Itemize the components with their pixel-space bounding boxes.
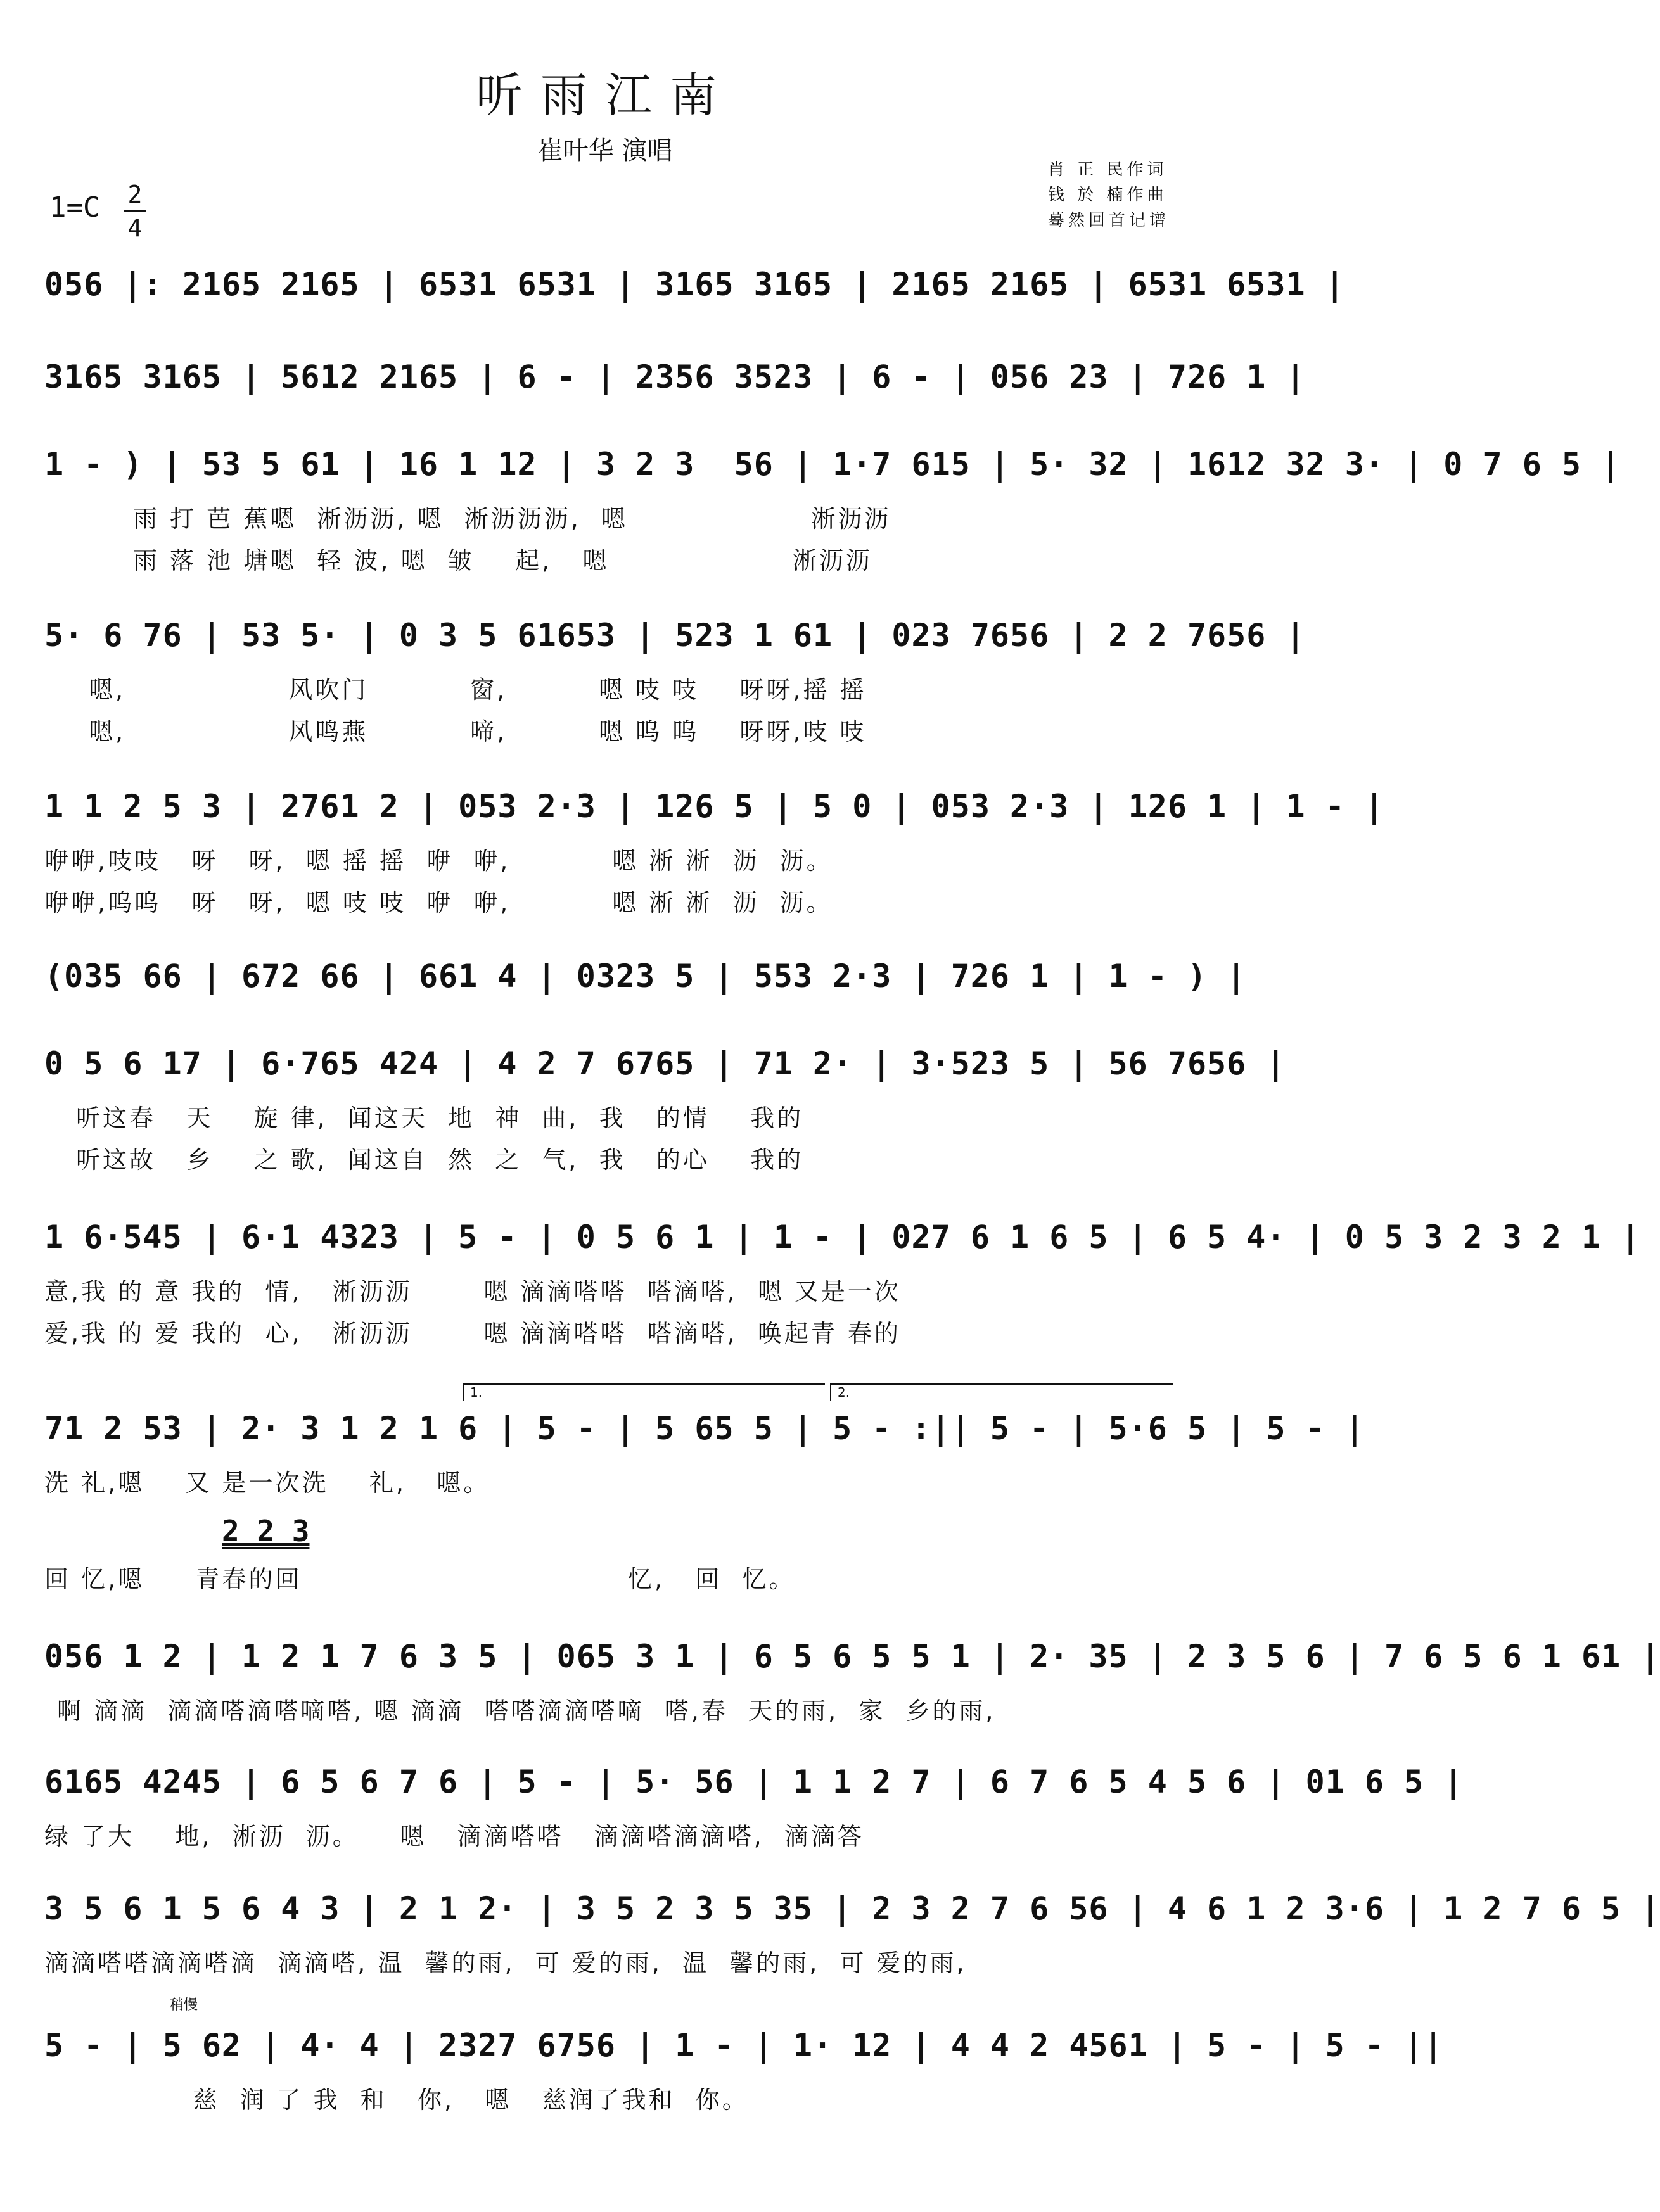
notation-line: 3165 3165 | 5612 2165 | 6 - | 2356 3523 | 6 - | 056 23 | 726 1 | xyxy=(44,359,1306,395)
song-title: 听雨江南 xyxy=(476,68,734,123)
notation-line: 6165 4245 | 6 5 6 7 6 | 5 - | 5· 56 | 1 1 2 7 | 6 7 6 5 4 5 6 | 01 6 5 | xyxy=(44,1764,1464,1800)
lyric-verse-1: 意,我 的 意 我的 情, 淅沥沥 嗯 滴滴嗒嗒 嗒滴嗒, 嗯 又是一次 xyxy=(44,1278,901,1306)
volta-second-ending xyxy=(830,1383,1173,1401)
volta-2-label: 2. xyxy=(838,1385,850,1400)
lyric-verse-1: 听这春 天 旋 律, 闻这天 地 神 曲, 我 的情 我的 xyxy=(76,1104,804,1132)
credits-block xyxy=(1048,157,1170,233)
volta-first-ending xyxy=(463,1383,825,1401)
lyric-verse-2: 雨 落 池 塘嗯 轻 波, 嗯 皱 起, 嗯 淅沥沥 xyxy=(133,547,872,575)
notation-line: 3 5 6 1 5 6 4 3 | 2 1 2· | 3 5 2 3 5 35 | 2 3 2 7 6 56 | 4 6 1 2 3·6 | 1 2 7 6 5 | xyxy=(44,1890,1660,1927)
notation-line: 5 - | 5 62 | 4· 4 | 2327 6756 | 1 - | 1· 12 | 4 4 2 4561 | 5 - | 5 - || xyxy=(44,2027,1444,2064)
key-signature: 1=C xyxy=(49,191,100,224)
time-denominator: 4 xyxy=(124,210,146,244)
lyric-verse-1: 雨 打 芭 蕉嗯 淅沥沥, 嗯 淅沥沥沥, 嗯 淅沥沥 xyxy=(133,505,891,533)
lyric-verse-1: 咿咿,吱吱 呀 呀, 嗯 摇 摇 咿 咿, 嗯 淅 淅 沥 沥。 xyxy=(44,847,833,875)
time-signature xyxy=(124,179,146,244)
lyric-verse-2: 回 忆,嗯 青春的回 忆, 回 忆。 xyxy=(44,1565,796,1593)
composer-credit: 钱 於 楠作曲 xyxy=(1047,186,1168,205)
lyric-line: 绿 了大 地, 淅沥 沥。 嗯 滴滴嗒嗒 滴滴嗒滴滴嗒, 滴滴答 xyxy=(44,1822,864,1850)
notation-line: (035 66 | 672 66 | 661 4 | 0323 5 | 553 2·3 | 726 1 | 1 - ) | xyxy=(44,958,1247,995)
tempo-mark-slow: 稍慢 xyxy=(170,1997,198,2013)
lyric-line: 滴滴嗒嗒滴滴嗒滴 滴滴嗒, 温 馨的雨, 可 爱的雨, 温 馨的雨, 可 爱的雨, xyxy=(44,1949,967,1977)
notation-line: 5· 6 76 | 53 5· | 0 3 5 61653 | 523 1 61 | 023 7656 | 2 2 7656 | xyxy=(44,617,1306,654)
lyric-verse-1: 嗯, 风吹门 窗, 嗯 吱 吱 呀呀,摇 摇 xyxy=(89,676,867,704)
volta-1-label: 1. xyxy=(470,1385,483,1400)
transcriber-credit: 蓦然回首记谱 xyxy=(1047,211,1170,230)
time-numerator: 2 xyxy=(127,181,143,208)
notation-line: 1 6·545 | 6·1 4323 | 5 - | 0 5 6 1 | 1 - | 027 6 1 6 5 | 6 5 4· | 0 5 3 2 3 2 1 | xyxy=(44,1219,1641,1255)
notation-line: 056 |: 2165 2165 | 6531 6531 | 3165 3165 | 2165 2165 | 6531 6531 | xyxy=(44,266,1345,303)
lyric-verse-2: 嗯, 风鸣燕 啼, 嗯 呜 呜 呀呀,吱 吱 xyxy=(89,718,867,746)
alternate-notes: 2 2 3 xyxy=(222,1514,310,1548)
lyricist-credit: 肖 正 民作词 xyxy=(1047,160,1168,179)
lyric-verse-1: 洗 礼,嗯 又 是一次洗 礼, 嗯。 xyxy=(44,1469,490,1497)
singer-credit: 崔叶华 演唱 xyxy=(537,136,673,165)
notation-line: 1 1 2 5 3 | 2761 2 | 053 2·3 | 126 5 | 5 0 | 053 2·3 | 126 1 | 1 - | xyxy=(44,788,1384,825)
notation-line: 056 1 2 | 1 2 1 7 6 3 5 | 065 3 1 | 6 5 6 5 5 1 | 2· 35 | 2 3 5 6 | 7 6 5 6 1 61 | xyxy=(44,1638,1660,1675)
notation-line: 0 5 6 17 | 6·765 424 | 4 2 7 6765 | 71 2· | 3·523 5 | 56 7656 | xyxy=(44,1045,1286,1082)
lyric-line: 啊 滴滴 滴滴嗒滴嗒嘀嗒, 嗯 滴滴 嗒嗒滴滴嗒嘀 嗒,春 天的雨, 家 乡的雨, xyxy=(57,1697,996,1725)
lyric-verse-2: 爱,我 的 爱 我的 心, 淅沥沥 嗯 滴滴嗒嗒 嗒滴嗒, 唤起青 春的 xyxy=(44,1319,901,1347)
lyric-line: 慈 润 了 我 和 你, 嗯 慈润了我和 你。 xyxy=(152,2086,749,2114)
lyric-verse-2: 咿咿,呜呜 呀 呀, 嗯 吱 吱 咿 咿, 嗯 淅 淅 沥 沥。 xyxy=(44,889,833,917)
notation-line: 1 - ) | 53 5 61 | 16 1 12 | 3 2 3 56 | 1·7 615 | 5· 32 | 1612 32 3· | 0 7 6 5 | xyxy=(44,446,1621,483)
notation-line: 71 2 53 | 2· 3 1 2 1 6 | 5 - | 5 65 5 | 5 - :|| 5 - | 5·6 5 | 5 - | xyxy=(44,1410,1365,1447)
lyric-verse-2: 听这故 乡 之 歌, 闻这自 然 之 气, 我 的心 我的 xyxy=(76,1146,804,1174)
